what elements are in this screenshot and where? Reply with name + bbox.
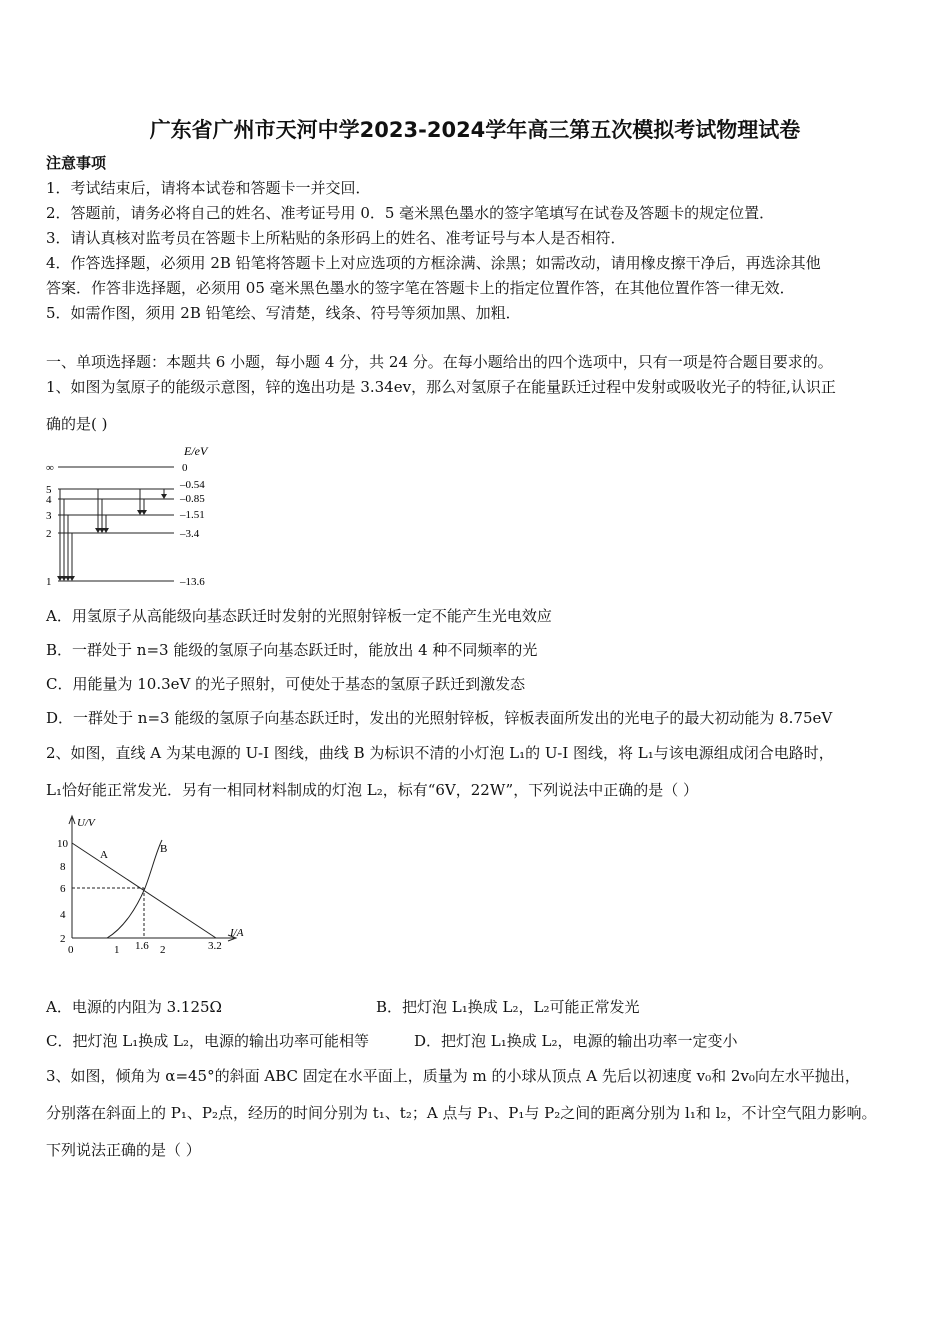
y-tick: 8 xyxy=(60,861,66,873)
y-axis-label: U/V xyxy=(77,817,95,829)
q1-stem: 确的是( ) xyxy=(46,415,108,433)
q2-stem: L₁恰好能正常发光．另有一相同材料制成的灯泡 L₂，标有“6V，22W”，下列说法中正确的是（ ） xyxy=(46,781,698,799)
notice-item: 3．请认真核对监考员在答题卡上所粘贴的条形码上的姓名、准考证号与本人是否相符． xyxy=(46,229,626,247)
q2-option-c: C．把灯泡 L₁换成 L₂，电源的输出功率可能相等 xyxy=(46,1032,369,1050)
q1-stem: 1、如图为氢原子的能级示意图，锌的逸出功是 3.34ev，那么对氢原子在能量跃迁过程中发射或吸收光子的特征,认识正 xyxy=(46,378,836,396)
notice-item: 1．考试结束后，请将本试卷和答题卡一并交回． xyxy=(46,179,371,197)
level-n: 2 xyxy=(46,528,52,540)
level-energy: –3.4 xyxy=(180,528,200,540)
q2-option-a: A．电源的内阻为 3.125Ω xyxy=(46,998,222,1016)
section-heading: 一、单项选择题：本题共 6 小题，每小题 4 分，共 24 分。在每小题给出的四个选项中，只有一项是符合题目要求的。 xyxy=(46,353,833,371)
ui-graph xyxy=(52,812,252,962)
q2-option-d: D．把灯泡 L₁换成 L₂，电源的输出功率一定变小 xyxy=(414,1032,738,1050)
x-axis-label: I/A xyxy=(230,927,244,939)
q2-stem: 2、如图，直线 A 为某电源的 U-I 图线，曲线 B 为标识不清的小灯泡 L₁的 U-I 图线，将 L₁与该电源组成闭合电路时， xyxy=(46,744,834,762)
y-tick: 4 xyxy=(60,909,66,921)
q1-option-a: A．用氢原子从高能级向基态跃迁时发射的光照射锌板一定不能产生光电效应 xyxy=(46,607,552,625)
level-n: 1 xyxy=(46,576,52,588)
q2-option-b: B．把灯泡 L₁换成 L₂，L₂可能正常发光 xyxy=(376,998,640,1016)
x-tick: 2 xyxy=(160,944,166,956)
notice-item: 答案．作答非选择题，必须用 05 毫米黑色墨水的签字笔在答题卡上的指定位置作答，在其他位置作答一律无效． xyxy=(46,279,795,297)
curve-b-label: B xyxy=(160,843,168,855)
energy-level-diagram xyxy=(44,440,234,592)
level-energy: –0.54 xyxy=(180,479,205,491)
q1-option-b: B．一群处于 n=3 能级的氢原子向基态跃迁时，能放出 4 种不同频率的光 xyxy=(46,641,538,659)
level-energy: –0.85 xyxy=(180,493,205,505)
q1-option-d: D．一群处于 n=3 能级的氢原子向基态跃迁时，发出的光照射锌板，锌板表面所发出的光电子的最大初动能为 8.75eV xyxy=(46,709,833,727)
q3-stem: 下列说法正确的是（ ） xyxy=(46,1141,201,1159)
notice-heading: 注意事项 xyxy=(46,154,107,172)
x-tick: 1 xyxy=(114,944,120,956)
y-tick: 2 xyxy=(60,933,66,945)
x-tick: 3.2 xyxy=(208,940,222,952)
q3-stem: 分别落在斜面上的 P₁、P₂点，经历的时间分别为 t₁、t₂；A 点与 P₁、P₁与 P₂之间的距离分别为 l₁和 l₂，不计空气阻力影响。 xyxy=(46,1104,877,1122)
notice-item: 2．答题前，请务必将自己的姓名、准考证号用 0．5 毫米黑色墨水的签字笔填写在试卷及答题卡的规定位置． xyxy=(46,204,775,222)
x-tick: 1.6 xyxy=(135,940,149,952)
level-n: 4 xyxy=(46,494,52,506)
x-tick: 0 xyxy=(68,944,74,956)
level-energy: 0 xyxy=(182,462,188,474)
notice-item: 4．作答选择题，必须用 2B 铅笔将答题卡上对应选项的方框涂满、涂黑；如需改动，请用橡皮擦干净后，再选涂其他 xyxy=(46,254,821,272)
level-n: 5 xyxy=(46,484,52,496)
q1-option-c: C．用能量为 10.3eV 的光子照射，可使处于基态的氢原子跃迁到激发态 xyxy=(46,675,526,693)
line-a-label: A xyxy=(100,849,108,861)
level-energy: –13.6 xyxy=(180,576,205,588)
axis-label: E/eV xyxy=(184,444,208,458)
notice-item: 5．如需作图，须用 2B 铅笔绘、写清楚，线条、符号等须加黑、加粗． xyxy=(46,304,521,322)
q3-stem: 3、如图，倾角为 α=45°的斜面 ABC 固定在水平面上，质量为 m 的小球从顶点 A 先后以初速度 v₀和 2v₀向左水平抛出， xyxy=(46,1067,860,1085)
page-title: 广东省广州市天河中学2023-2024学年高三第五次模拟考试物理试卷 xyxy=(149,118,801,142)
y-tick: 10 xyxy=(57,838,68,850)
level-n: ∞ xyxy=(46,462,54,474)
y-tick: 6 xyxy=(60,883,66,895)
level-n: 3 xyxy=(46,510,52,522)
level-energy: –1.51 xyxy=(180,509,205,521)
